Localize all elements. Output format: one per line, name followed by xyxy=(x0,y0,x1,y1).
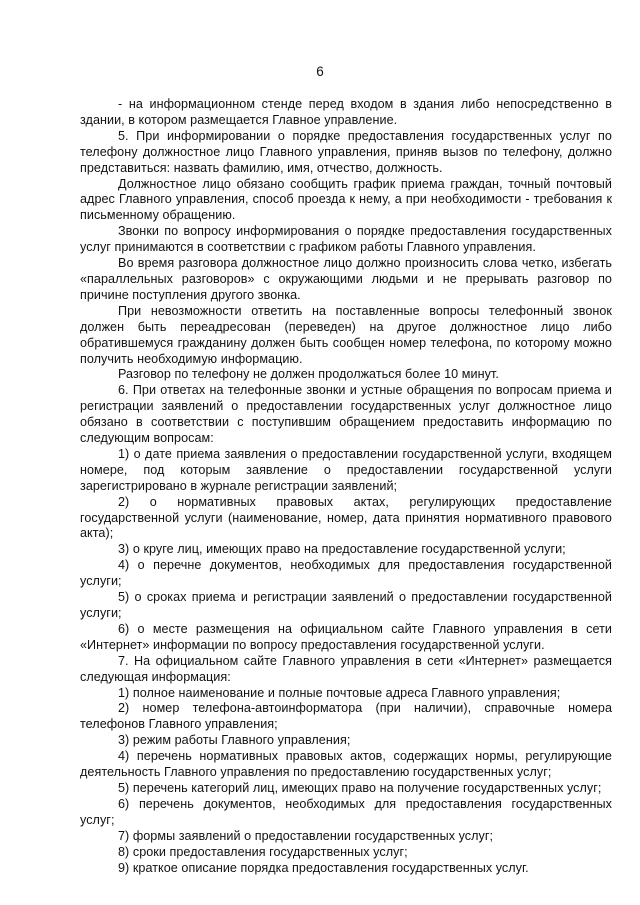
paragraph: При невозможности ответить на поставленные вопросы телефонный звонок должен быть переадресован (переведен) на другое должностное лицо либо обратившемуся гражданину должен быть сообщен номер телефона, по которому можно получить необходимую информацию. xyxy=(80,303,612,366)
paragraph: Звонки по вопросу информирования о порядке предоставления государственных услуг принимаются в соответствии с графиком работы Главного управления. xyxy=(80,224,612,255)
list-item: 1) полное наименование и полные почтовые адреса Главного управления; xyxy=(118,685,561,700)
paragraph: 7. На официальном сайте Главного управления в сети «Интернет» размещается следующая информация: xyxy=(80,653,612,684)
list-item: 8) сроки предоставления государственных услуг; xyxy=(118,844,408,859)
list-item: 1) о дате приема заявления о предоставлении государственной услуги, входящем номере, под которым заявление о предоставлении государственной услуги зарегистрировано в журнале регистрации заявлений; xyxy=(80,446,612,493)
list-item: 6) о месте размещения на официальном сайте Главного управления в сети «Интернет» информации по вопросу предоставления государственной услуги. xyxy=(80,621,612,652)
list-item: 6) перечень документов, необходимых для предоставления государственных услуг; xyxy=(80,796,612,827)
list-item: 4) о перечне документов, необходимых для предоставления государственной услуги; xyxy=(80,558,612,589)
paragraph: 6. При ответах на телефонные звонки и устные обращения по вопросам приема и регистрации заявлений о предоставлении государственных услуг должностное лицо обязано в соответствии с поступившим обращением предоставить информацию по следующим вопросам: xyxy=(80,383,612,446)
list-item: 2) о нормативных правовых актах, регулирующих предоставление государственной услуги (наименование, номер, дата принятия нормативного правового акта); xyxy=(80,494,612,541)
paragraph: Разговор по телефону не должен продолжаться более 10 минут. xyxy=(118,367,499,382)
list-item: 3) о круге лиц, имеющих право на предоставление государственной услуги; xyxy=(118,542,566,557)
list-item: 3) режим работы Главного управления; xyxy=(118,733,351,748)
paragraph: 5. При информировании о порядке предоставления государственных услуг по телефону должностное лицо Главного управления, приняв вызов по телефону, должно представиться: назвать фамилию, имя, отчество, должность. xyxy=(80,128,612,175)
document-body xyxy=(80,97,612,876)
list-item: 4) перечень нормативных правовых актов, содержащих нормы, регулирующие деятельность Главного управления по предоставлению государственных услуг; xyxy=(80,749,612,780)
list-item: 2) номер телефона-автоинформатора (при наличии), справочные номера телефонов Главного управления; xyxy=(80,701,612,732)
list-item: 5) перечень категорий лиц, имеющих право на получение государственных услуг; xyxy=(118,780,602,795)
list-item: 7) формы заявлений о предоставлении государственных услуг; xyxy=(118,828,494,843)
page-number: 6 xyxy=(316,64,324,79)
paragraph: Во время разговора должностное лицо должно произносить слова четко, избегать «параллельных разговоров» с окружающими людьми и не прерывать разговор по причине поступления другого звонка. xyxy=(80,256,612,302)
paragraph: - на информационном стенде перед входом в здания либо непосредственно в здании, в котором размещается Главное управление. xyxy=(80,97,612,127)
list-item: 9) краткое описание порядка предоставления государственных услуг. xyxy=(118,860,529,875)
list-item: 5) о сроках приема и регистрации заявлений о предоставлении государственной услуги; xyxy=(80,590,612,620)
paragraph: Должностное лицо обязано сообщить график приема граждан, точный почтовый адрес Главного управления, способ проезда к нему, а при необходимости - требования к письменному обращению. xyxy=(80,176,612,223)
